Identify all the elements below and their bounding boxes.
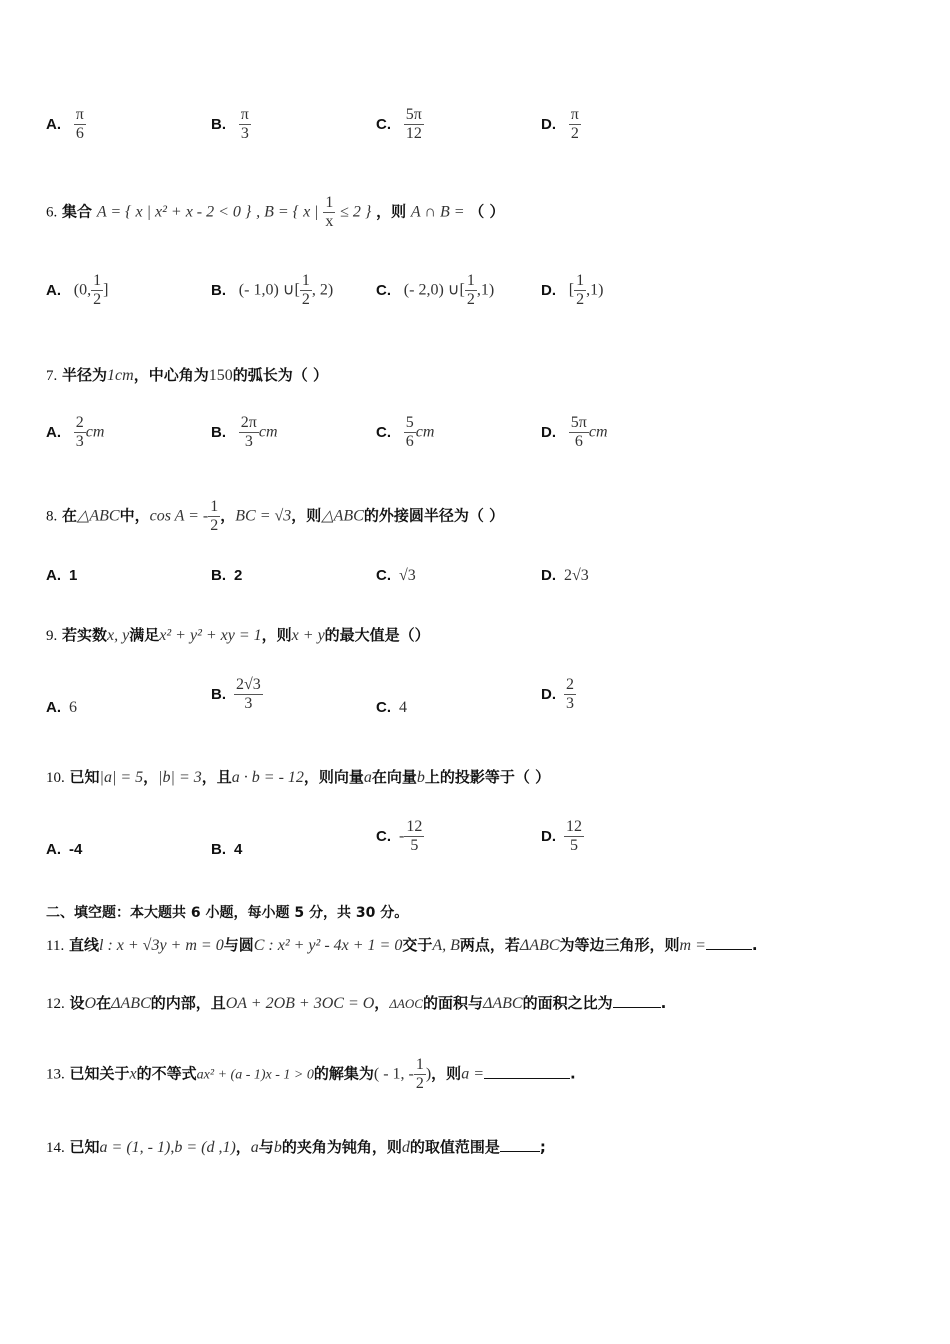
math-expression: , 2) [311,281,334,299]
math-expression: ] [103,281,109,299]
question-text: ，且 [201,768,232,786]
option-value: 2 [234,567,243,584]
answer-blank[interactable] [706,949,752,950]
unit: cm [85,423,105,441]
question-text: 的外接圆半径为（ ） [363,506,505,525]
question-text: 满足 [129,626,160,644]
question-text: ，则 [261,626,292,644]
math-expression: - [399,827,405,845]
option-label: B. [211,115,226,133]
option-label: B. [211,685,226,703]
question-text: 在向量 [371,768,417,786]
math-expression: l : x + √3y + m = 0 [99,937,224,954]
option-label: A. [46,567,61,584]
option-label: A. [46,115,61,133]
math-expression: a = [461,1065,484,1083]
math-expression: ΔABC [482,995,523,1012]
question-number: 13. [46,1066,65,1083]
question-text: 已知关于 [69,1064,130,1083]
math-expression: ΔABC [111,995,151,1012]
option-label: B. [211,423,226,441]
fraction: $\frac{2}{3}$ [75,414,84,450]
q6-option-b [211,272,333,309]
math-expression: x, y [107,627,130,644]
question-text: 在 [96,994,112,1012]
fraction: $\frac{5}{6}$ [405,414,414,450]
question-text: ; [539,1138,546,1156]
question-text: 的夹角为钝角，则 [281,1138,402,1156]
question-text: 的面积与 [422,994,483,1012]
question-number: 14. [46,1140,65,1156]
math-expression: a = (1, - 1) [99,1139,171,1156]
math-expression: △ABC [321,507,364,525]
question-number: 6. [46,204,58,221]
q8-option-c [376,566,416,585]
option-label: D. [541,115,556,133]
q10-option-b [211,840,250,858]
q5-option-b [211,106,251,143]
q9-option-a [46,698,77,717]
math-expression: A ∩ B = [410,203,465,221]
math-expression: [ [568,281,575,299]
q9-option-c [376,698,407,717]
math-expression: x + y [291,627,325,644]
question-9 [46,624,910,645]
fraction: $\frac{1}{x}$ [325,194,334,230]
section-heading: 二、填空题：本大题共 6 小题，每小题 5 分，共 30 分。 [46,905,409,921]
option-value: 4 [234,841,243,858]
question-text: ，则 [291,506,322,525]
fraction: $\frac{1}{2}$ [210,498,219,534]
math-expression: b [416,769,425,786]
question-text: . [569,1064,576,1083]
option-label: B. [211,567,226,584]
question-text: . [660,994,667,1012]
answer-blank[interactable] [484,1078,570,1079]
q10-option-c [376,818,424,855]
question-text: 中， [119,506,150,525]
math-expression: △ABC [77,507,120,525]
question-text: 在 [62,506,78,525]
fraction: $\frac{1}{2}$ [576,272,585,308]
question-number: 11. [46,938,65,954]
q5-option-a [46,106,86,143]
question-text: 已知 [69,768,100,786]
fraction: $\frac{12}{5}$ [566,818,582,854]
option-label: C. [376,423,391,441]
math-expression: ,1) [586,281,604,299]
question-text: ，则向量 [303,768,364,786]
q9-option-b [211,676,263,713]
unit: cm [415,423,435,441]
question-10 [46,766,910,787]
question-text: . [751,936,758,954]
fraction: $\frac{1}{2}$ [415,1056,424,1092]
math-expression: b [273,1139,282,1156]
question-7 [46,364,910,385]
math-expression: A = { x | x² + x - 2 < 0 } [96,203,252,221]
question-text: 已知 [69,1138,100,1156]
math-expression: ΔABC [519,937,560,954]
q10-option-a [46,840,90,858]
question-number: 8. [46,508,58,525]
math-expression: |a| = 5 [99,769,144,786]
fraction: $\frac{1}{2}$ [301,272,310,308]
math-expression: ,1) [476,281,495,299]
question-text: 的取值范围是 [409,1138,500,1156]
math-expression: O [84,995,97,1012]
math-expression: (- 1,0) ∪[ [238,281,300,299]
fraction: $\frac{1}{2}$ [93,272,102,308]
fraction: $\frac{\pi}{3}$ [240,106,249,142]
question-number: 9. [46,628,58,644]
q8-option-a [46,566,85,584]
answer-blank[interactable] [500,1151,540,1152]
option-label: D. [541,827,556,845]
option-label: B. [211,841,226,858]
option-label: A. [46,699,61,716]
question-8 [46,498,910,535]
question-text: ， [220,506,236,525]
question-text: 的内部，且 [150,994,226,1012]
fraction: $\frac{2√3}{3}$ [236,676,261,712]
question-text: 的不等式 [136,1064,197,1083]
question-text: ，中心角为 [133,366,209,384]
q7-option-d [541,414,608,451]
q5-option-c [376,106,424,143]
math-expression: C : x² + y² - 4x + 1 = 0 [253,937,403,954]
option-value: √3 [399,567,416,584]
math-expression: x² + y² + xy = 1 [159,627,262,644]
question-number: 7. [46,368,58,384]
unit: cm [258,423,278,441]
option-value: 6 [69,699,77,716]
question-text: 集合 [62,202,93,221]
question-11 [46,934,910,955]
math-expression: (0, [73,281,92,299]
q6-option-c [376,272,494,309]
q7-option-a [46,414,104,451]
option-label: C. [376,281,391,299]
option-label: C. [376,699,391,716]
math-expression: d [401,1139,410,1156]
option-value: 2√3 [564,567,589,584]
math-expression: b = (d ,1) [174,1139,236,1156]
question-text: ，则 [431,1064,462,1083]
question-text: 上的投影等于（ ） [424,768,551,786]
math-expression: m = [679,937,706,954]
question-text: 的解集为 [313,1064,374,1083]
question-text: 设 [69,994,85,1012]
option-label: A. [46,841,61,858]
math-expression: ax² + (a - 1)x - 1 > 0 [196,1067,314,1083]
question-text: ，则 [376,202,407,221]
math-expression: ( - 1, - [373,1065,414,1083]
unit: cm [588,423,608,441]
question-14 [46,1136,910,1157]
math-expression: ) [425,1065,432,1083]
fraction: $\frac{5\pi}{6}$ [570,414,587,450]
math-expression: x [129,1065,137,1083]
option-value: 1 [69,567,78,584]
question-text: 直线 [68,936,99,954]
fraction: $\frac{1}{2}$ [466,272,475,308]
question-text: 半径为 [62,366,108,384]
math-expression: |b| = 3 [158,769,202,786]
math-expression: ≤ 2 } [340,203,372,221]
question-text: 两点，若 [459,936,520,954]
question-number: 12. [46,996,65,1012]
option-value: -4 [69,841,83,858]
question-text: 的面积之比为 [522,994,613,1012]
q5-option-d [541,106,581,143]
fraction: $\frac{12}{5}$ [406,818,423,854]
answer-paren: （ ） [469,202,505,221]
question-6 [46,194,910,231]
math-expression: ΔAOC [389,996,423,1011]
option-label: B. [211,281,226,299]
option-label: C. [376,115,391,133]
q7-option-b [211,414,278,451]
math-expression: OA + 2OB + 3OC = O [225,995,375,1012]
math-expression: (- 2,0) ∪[ [403,281,465,299]
option-label: D. [541,423,556,441]
question-12 [46,992,910,1013]
q6-option-d [541,272,603,309]
question-text: 交于 [402,936,433,954]
q8-option-d [541,566,589,585]
fraction: $\frac{2}{3}$ [566,676,574,712]
question-text: 与 [258,1138,274,1156]
option-label: D. [541,685,556,703]
option-label: A. [46,281,61,299]
question-text: ， [143,768,159,786]
math-expression: cos A = - [149,507,209,525]
question-text: 为等边三角形，则 [559,936,680,954]
fraction: $\frac{\pi}{2}$ [570,106,579,142]
question-text: ， [235,1138,251,1156]
option-value: 4 [399,699,407,716]
math-expression: 1cm [107,367,134,384]
option-label: C. [376,827,391,845]
math-expression: a · b = - 12 [231,769,304,786]
q9-option-d [541,676,576,713]
answer-blank[interactable] [613,1007,661,1008]
math-expression: A, B [432,937,460,954]
math-expression: 150 [208,367,233,384]
question-13 [46,1056,910,1093]
option-label: D. [541,567,556,584]
question-text: 若实数 [62,626,108,644]
math-expression: a [250,1139,259,1156]
q7-option-c [376,414,434,451]
fraction: $\frac{2\pi}{3}$ [240,414,257,450]
option-label: A. [46,423,61,441]
math-expression: a [363,769,372,786]
option-label: C. [376,567,391,584]
math-expression: BC = √3 [235,507,292,525]
question-text: ， [374,994,390,1012]
fraction: $\frac{5\pi}{12}$ [405,106,422,142]
question-text: 与圆 [223,936,254,954]
question-text: 的最大值是（） [324,626,430,644]
q10-option-d [541,818,584,855]
question-text: 的弧长为（ ） [232,366,328,384]
question-number: 10. [46,770,65,786]
math-expression: , [170,1139,175,1156]
q6-option-a [46,272,108,309]
option-label: D. [541,281,556,299]
q8-option-b [211,566,250,584]
fraction: $\frac{\pi}{6}$ [75,106,84,142]
math-expression: , B = { x | [256,203,319,221]
